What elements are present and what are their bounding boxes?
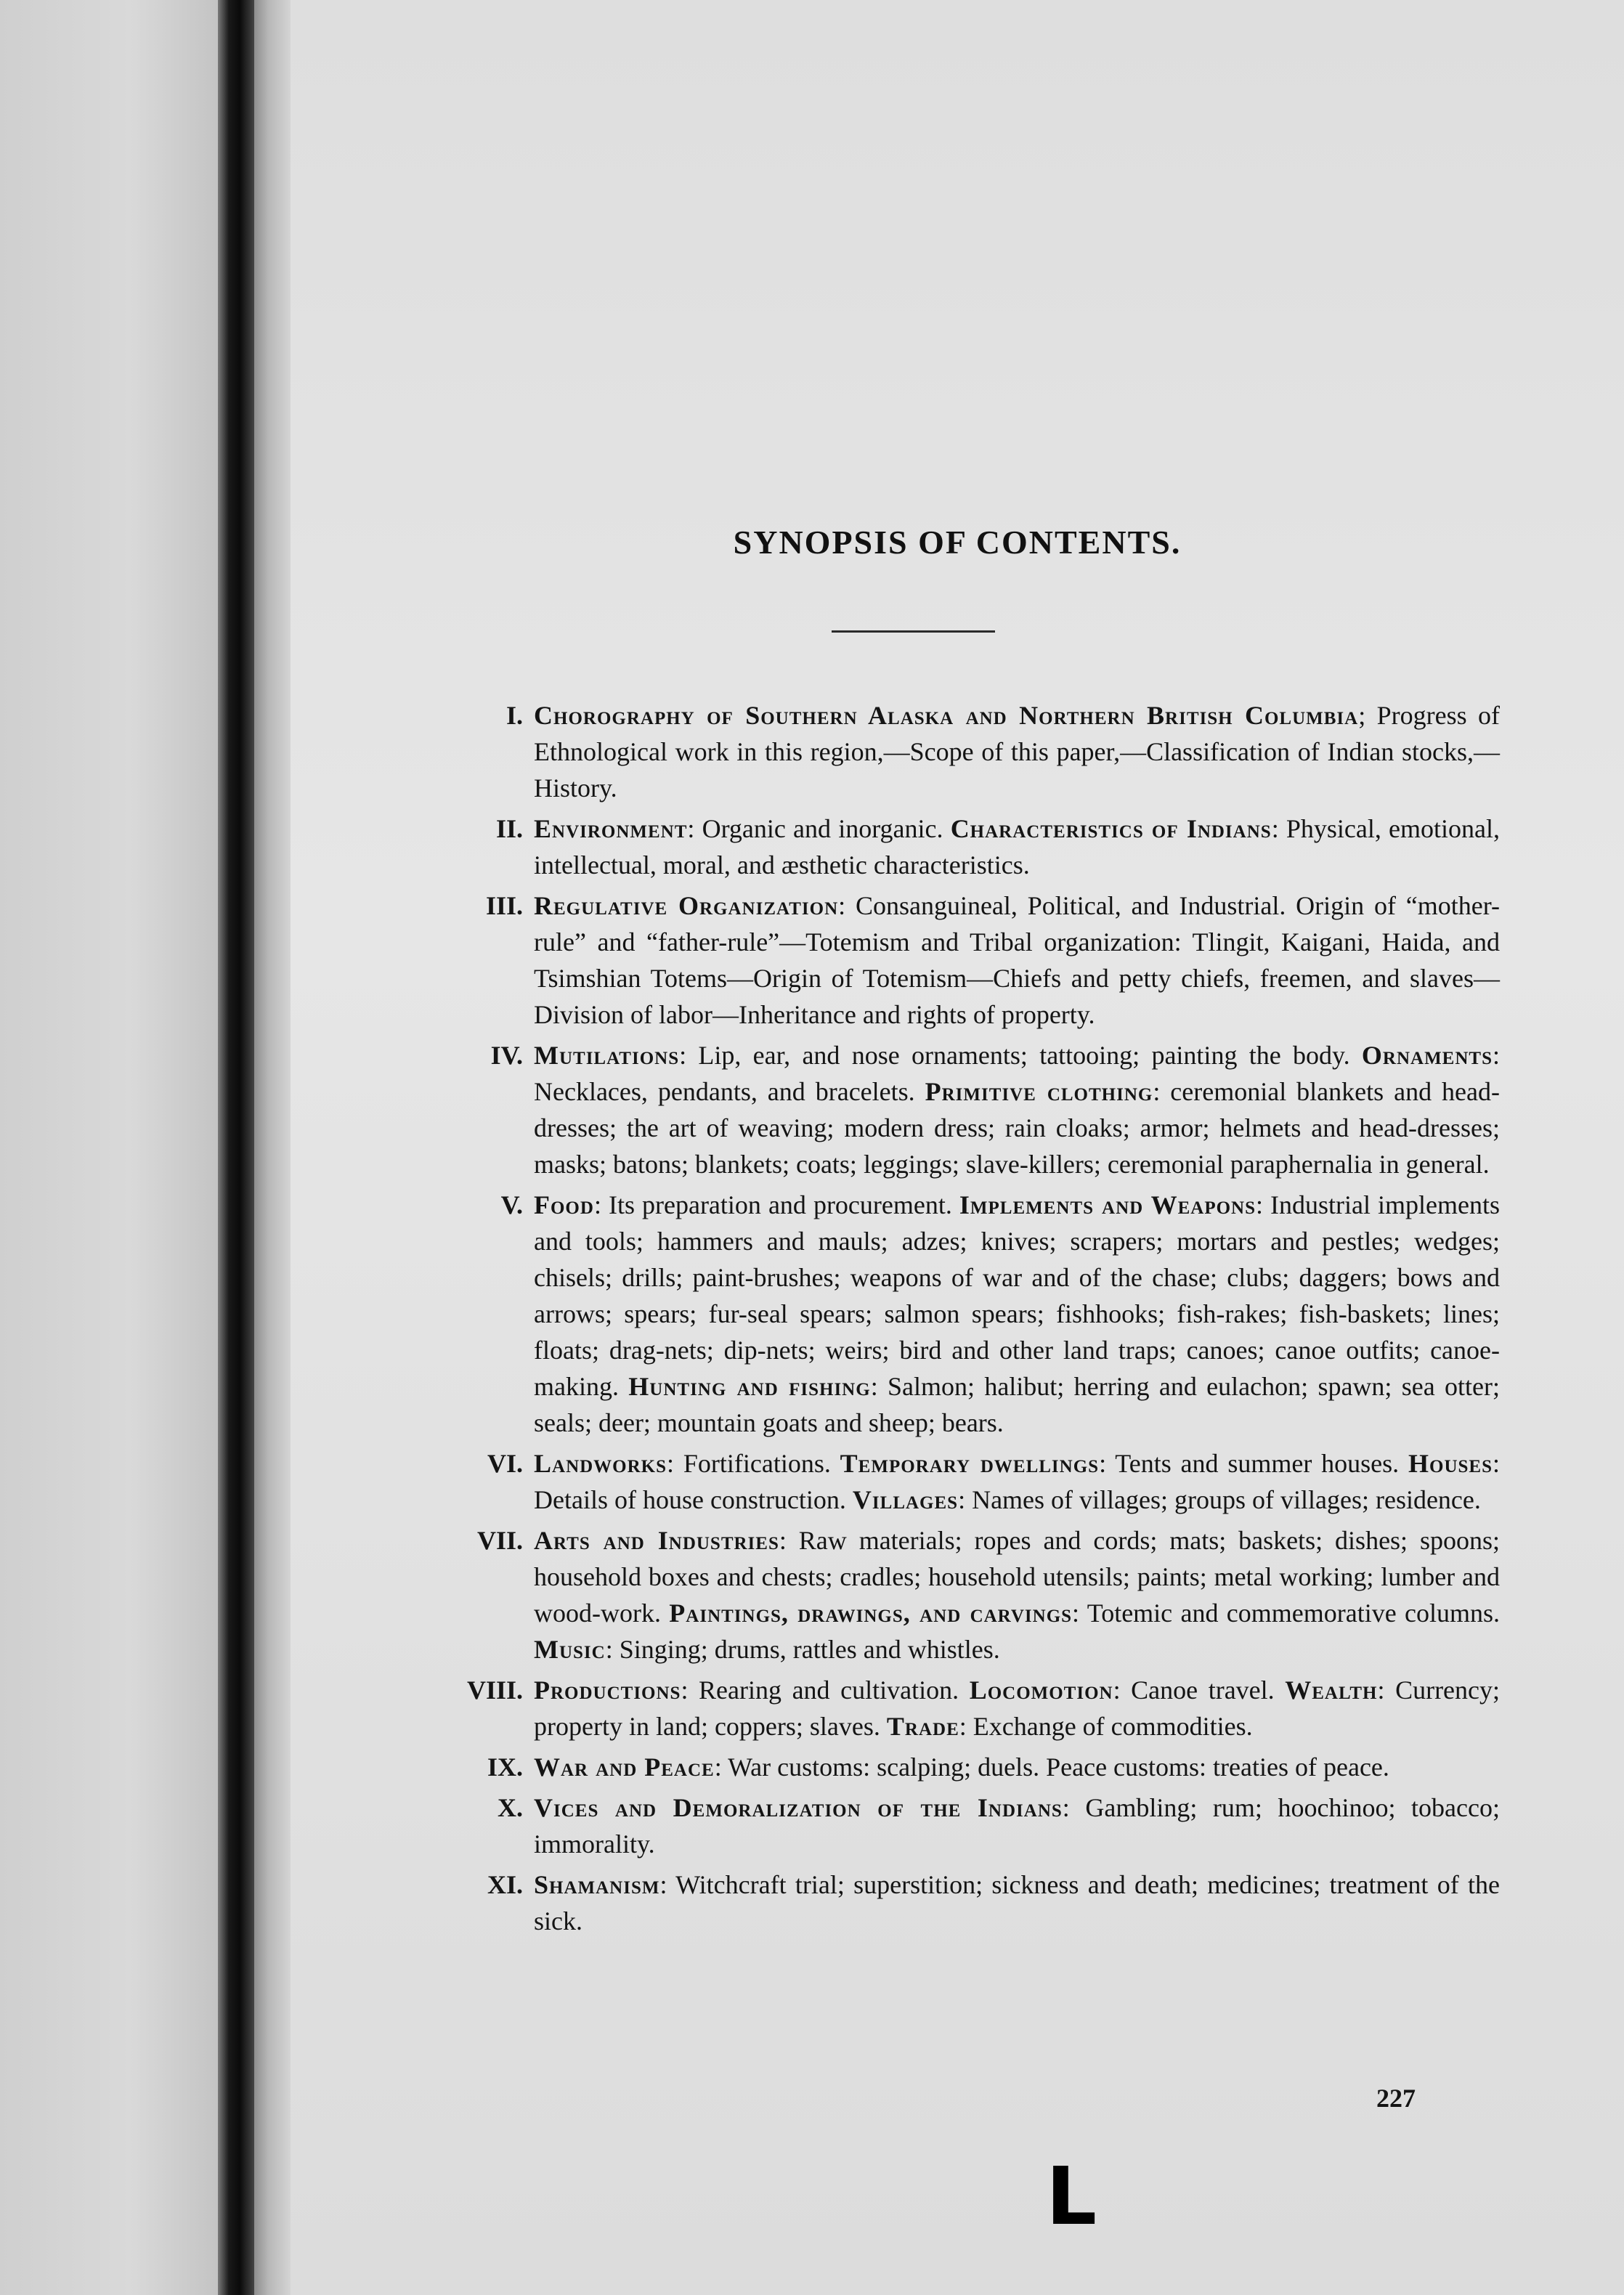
entry-heading: Productions — [534, 1675, 681, 1705]
entry-description: : Canoe travel. — [1113, 1675, 1286, 1705]
entry-heading: Food — [534, 1190, 594, 1219]
contents-entry — [407, 1749, 1500, 1785]
handwritten-mark: L — [1046, 2150, 1097, 2243]
entry-heading: Arts and Industries — [534, 1526, 779, 1555]
entry-description: : Currency; property in land; coppers; slaves. — [534, 1675, 1501, 1741]
entry-text — [534, 697, 1500, 806]
entry-text — [534, 887, 1500, 1033]
entry-heading: Vices and Demoralization of the Indians — [534, 1793, 1063, 1822]
entry-text — [534, 1867, 1500, 1939]
entry-description: ; Progress of Ethnological work in this region,—Scope of this paper,—Classification of Indian stocks,—History. — [534, 701, 1500, 803]
entry-text — [534, 1749, 1500, 1785]
entry-number: IV. — [490, 1041, 523, 1070]
entry-subheading: Paintings, drawings, and carvings — [669, 1599, 1073, 1628]
entry-description: : Raw materials; ropes and cords; mats; baskets; dishes; spoons; household boxes and chests; cradles; household utensils; paints; metal working; lumber and wood-work. — [534, 1526, 1500, 1628]
entry-text — [534, 1187, 1500, 1441]
entry-text — [534, 1445, 1500, 1518]
entry-description: : Its preparation and procurement. — [593, 1190, 959, 1219]
entry-description: : War customs: scalping; duels. Peace customs: treaties of peace. — [714, 1752, 1389, 1782]
entry-heading: Landworks — [534, 1449, 667, 1478]
entry-description: : Consanguineal, Political, and Industrial. Origin of “mother-rule” and “father-rule”—Totemism and Tribal organization: Tlingit, Kaigani, Haida, and Tsimshian Totems—Origin of Totemism—Chiefs and petty chiefs, freemen, and slaves—Division of labor—Inheritance and rights of property. — [534, 891, 1500, 1029]
title-rule — [832, 630, 995, 633]
entry-heading: Chorography of Southern Alaska and Northern British Columbia — [534, 701, 1359, 730]
entry-heading: War and Peace — [534, 1752, 715, 1782]
entry-subheading: Implements and Weapons — [959, 1190, 1256, 1219]
contents-entry — [407, 1672, 1500, 1744]
entry-number: VIII. — [466, 1675, 523, 1705]
entry-number: V. — [500, 1190, 523, 1219]
entry-subheading: Trade — [886, 1712, 959, 1741]
entry-subheading: Houses — [1408, 1449, 1493, 1478]
entry-text — [534, 1672, 1500, 1744]
page-number: 227 — [1376, 2084, 1416, 2113]
entry-heading: Regulative Organization — [534, 891, 839, 920]
entry-subheading: Temporary dwellings — [840, 1449, 1100, 1478]
document-page — [291, 0, 1624, 2295]
entry-number: II. — [495, 814, 523, 843]
contents-entry — [407, 1187, 1500, 1441]
entry-subheading: Primitive clothing — [925, 1077, 1153, 1106]
entry-description: : Physical, emotional, intellectual, moral, and æsthetic characteristics. — [534, 814, 1500, 880]
entry-description: : Organic and inorganic. — [687, 814, 951, 843]
entry-description: : Names of villages; groups of villages; residence. — [958, 1485, 1481, 1514]
entry-description: : Lip, ear, and nose ornaments; tattooing; painting the body. — [679, 1041, 1362, 1070]
entry-description: : Industrial implements and tools; hammers and mauls; adzes; knives; scrapers; mortars and pestles; wedges; chisels; drills; paint-brushes; weapons of war and of the chase; clubs; daggers; bows and arrows; spears; fur-seal spears; salmon spears; fishhooks; fish-rakes; fish-baskets; lines; floats; drag-nets; dip-nets; weirs; bird and other land traps; canoes; canoe outfits; canoe-making. — [534, 1190, 1501, 1401]
entry-text — [534, 1790, 1500, 1862]
entry-subheading: Ornaments — [1361, 1041, 1493, 1070]
entry-number: III. — [485, 891, 523, 920]
entry-description: : Gambling; rum; hoochinoo; tobacco; immorality. — [534, 1793, 1500, 1859]
entry-number: VI. — [487, 1449, 523, 1478]
entry-subheading: Villages — [852, 1485, 959, 1514]
entry-subheading: Wealth — [1285, 1675, 1378, 1705]
entry-description: : Totemic and commemorative columns. — [1072, 1599, 1500, 1628]
contents-entry — [407, 887, 1500, 1033]
entry-number: XI. — [487, 1870, 523, 1899]
entry-description: : Witchcraft trial; superstition; sickness and death; medicines; treatment of the sick. — [534, 1870, 1500, 1935]
book-spine-shadow — [218, 0, 254, 2295]
contents-entry — [407, 811, 1500, 883]
contents-list — [407, 697, 1500, 1943]
entry-description: : Singing; drums, rattles and whistles. — [605, 1635, 1000, 1664]
contents-entry — [407, 1790, 1500, 1862]
entry-description: : Salmon; halibut; herring and eulachon; spawn; sea otter; seals; deer; mountain goats and sheep; bears. — [534, 1372, 1500, 1437]
entry-description: : Tents and summer houses. — [1099, 1449, 1408, 1478]
entry-description: : Exchange of commodities. — [959, 1712, 1253, 1741]
entry-text — [534, 1522, 1500, 1668]
entry-number: I. — [506, 701, 523, 730]
entry-subheading: Locomotion — [969, 1675, 1113, 1705]
contents-entry — [407, 1445, 1500, 1518]
entry-subheading: Music — [534, 1635, 606, 1664]
entry-heading: Mutilations — [534, 1041, 680, 1070]
entry-description: : Details of house construction. — [534, 1449, 1500, 1514]
contents-entry — [407, 1037, 1500, 1182]
entry-text — [534, 811, 1500, 883]
entry-description: : Necklaces, pendants, and bracelets. — [534, 1041, 1500, 1106]
entry-description: : Fortifications. — [667, 1449, 840, 1478]
entry-number: X. — [498, 1793, 523, 1822]
entry-description: : ceremonial blankets and head-dresses; the art of weaving; modern dress; rain cloaks; armor; helmets and head-dresses; masks; batons; blankets; coats; leggings; slave-killers; ceremonial paraphernalia in general. — [534, 1077, 1500, 1179]
entry-description: : Rearing and cultivation. — [681, 1675, 970, 1705]
entry-heading: Shamanism — [534, 1870, 660, 1899]
entry-number: IX. — [487, 1752, 523, 1782]
facing-page — [0, 0, 218, 2295]
entry-subheading: Characteristics of Indians — [950, 814, 1272, 843]
contents-entry — [407, 1867, 1500, 1939]
page-title: SYNOPSIS OF CONTENTS. — [733, 524, 1182, 561]
entry-heading: Environment — [534, 814, 688, 843]
page-gutter — [254, 0, 291, 2295]
entry-subheading: Hunting and fishing — [628, 1372, 871, 1401]
entry-number: VII. — [476, 1526, 523, 1555]
contents-entry — [407, 697, 1500, 806]
contents-entry — [407, 1522, 1500, 1668]
entry-text — [534, 1037, 1500, 1182]
